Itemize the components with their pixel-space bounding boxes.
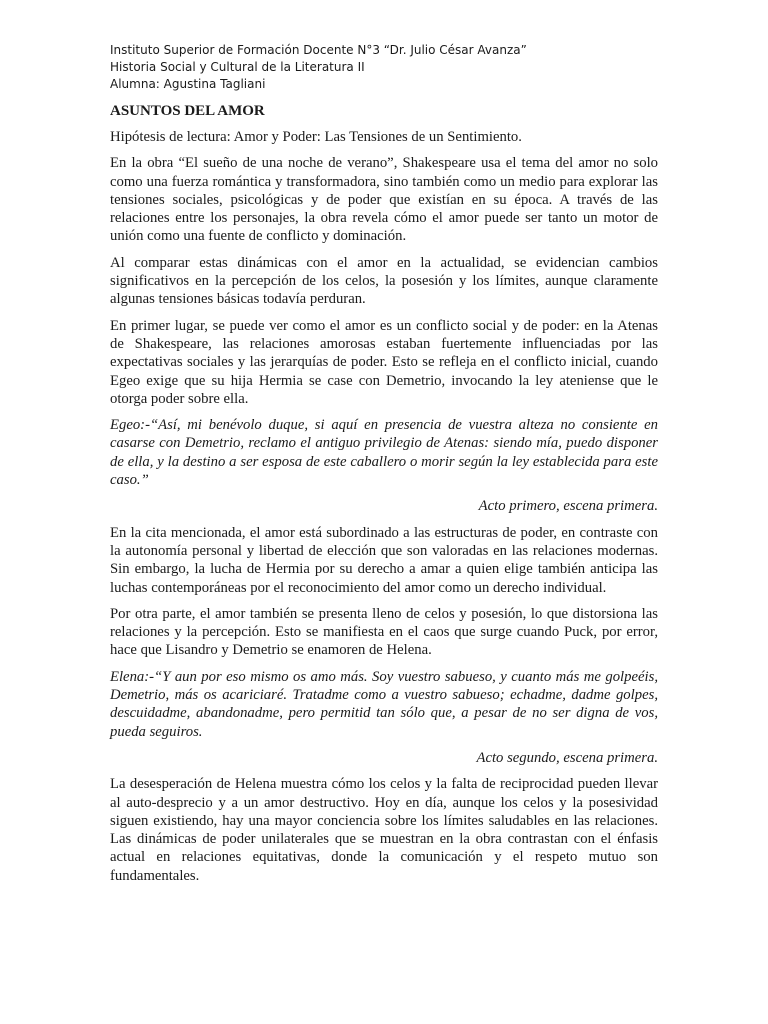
document-header	[110, 42, 658, 93]
paragraph-jealousy: Por otra parte, el amor también se presenta lleno de celos y posesión, lo que distorsiona las relaciones y la percepción. Esto se manifiesta en el caos que surge cuando Puck, por error, hace que Lisandro y Demetrio se enamoren de Helena.	[110, 605, 658, 659]
citation-act-two: Acto segundo, escena primera.	[476, 749, 658, 766]
institution-line: Instituto Superior de Formación Docente N°3 “Dr. Julio César Avanza”	[110, 43, 527, 57]
paragraph-introduction: En la obra “El sueño de una noche de verano”, Shakespeare usa el tema del amor no solo como una fuerza romántica y transformadora, sino también como un medio para explorar las tensiones sociales, psicológicas y de poder que existían en su época. A través de las relaciones entre los personajes, la obra revela cómo el amor puede ser tanto un motor de unión como una fuente de conflicto y dominación.	[110, 155, 658, 245]
quote-elena: Elena:-“Y aun por eso mismo os amo más. Soy vuestro sabueso, y cuanto más me golpeéis, Demetrio, más os acariciaré. Tratadme como a vuestro sabueso; echadme, dadme golpes, descuidadme, abandonadme, pero permitid tan sólo que, a pesar de no ser digna de vos, pueda seguiros.	[110, 668, 658, 740]
document-page	[110, 42, 658, 893]
document-title: ASUNTOS DEL AMOR	[110, 103, 265, 119]
course-line: Historia Social y Cultural de la Literatura II	[110, 60, 365, 74]
quote-egeo: Egeo:-“Así, mi benévolo duque, si aquí en presencia de vuestra alteza no consiente en casarse con Demetrio, reclamo el antiguo privilegio de Atenas: siendo mía, puedo disponer de ella, y la destino a ser esposa de este caballero o morir según la ley establecida para este caso.”	[110, 417, 658, 489]
paragraph-conclusion: La desesperación de Helena muestra cómo los celos y la falta de reciprocidad pueden llevar al auto-desprecio y a un amor destructivo. Hoy en día, aunque los celos y la posesividad siguen existiendo, hay una mayor conciencia sobre los límites saludables en las relaciones. Las dinámicas de poder unilaterales que se muestran en la obra contrastan con el énfasis actual en relaciones equitativas, donde la comunicación y el respeto mutuo son fundamentales.	[110, 776, 658, 884]
paragraph-comparison: Al comparar estas dinámicas con el amor en la actualidad, se evidencian cambios significativos en la percepción de los celos, la posesión y los límites, aunque claramente algunas tensiones básicas todavía perduran.	[110, 254, 658, 308]
reading-hypothesis: Hipótesis de lectura: Amor y Poder: Las Tensiones de un Sentimiento.	[110, 129, 522, 145]
paragraph-quote-analysis: En la cita mencionada, el amor está subordinado a las estructuras de poder, en contraste con la autonomía personal y libertad de elección que son valoradas en las relaciones modernas. Sin embargo, la lucha de Hermia por su derecho a amar a quien elige también anticipa las luchas contemporáneas por el reconocimiento del amor como un derecho individual.	[110, 524, 658, 596]
paragraph-social-conflict: En primer lugar, se puede ver como el amor es un conflicto social y de poder: en la Atenas de Shakespeare, las relaciones amorosas estaban fuertemente influenciadas por las expectativas sociales y las jerarquías de poder. Esto se refleja en el conflicto inicial, cuando Egeo exige que su hija Hermia se case con Demetrio, invocando la ley ateniense que le otorga poder sobre ella.	[110, 317, 658, 407]
student-line: Alumna: Agustina Tagliani	[110, 77, 266, 91]
citation-act-one: Acto primero, escena primera.	[478, 498, 658, 515]
